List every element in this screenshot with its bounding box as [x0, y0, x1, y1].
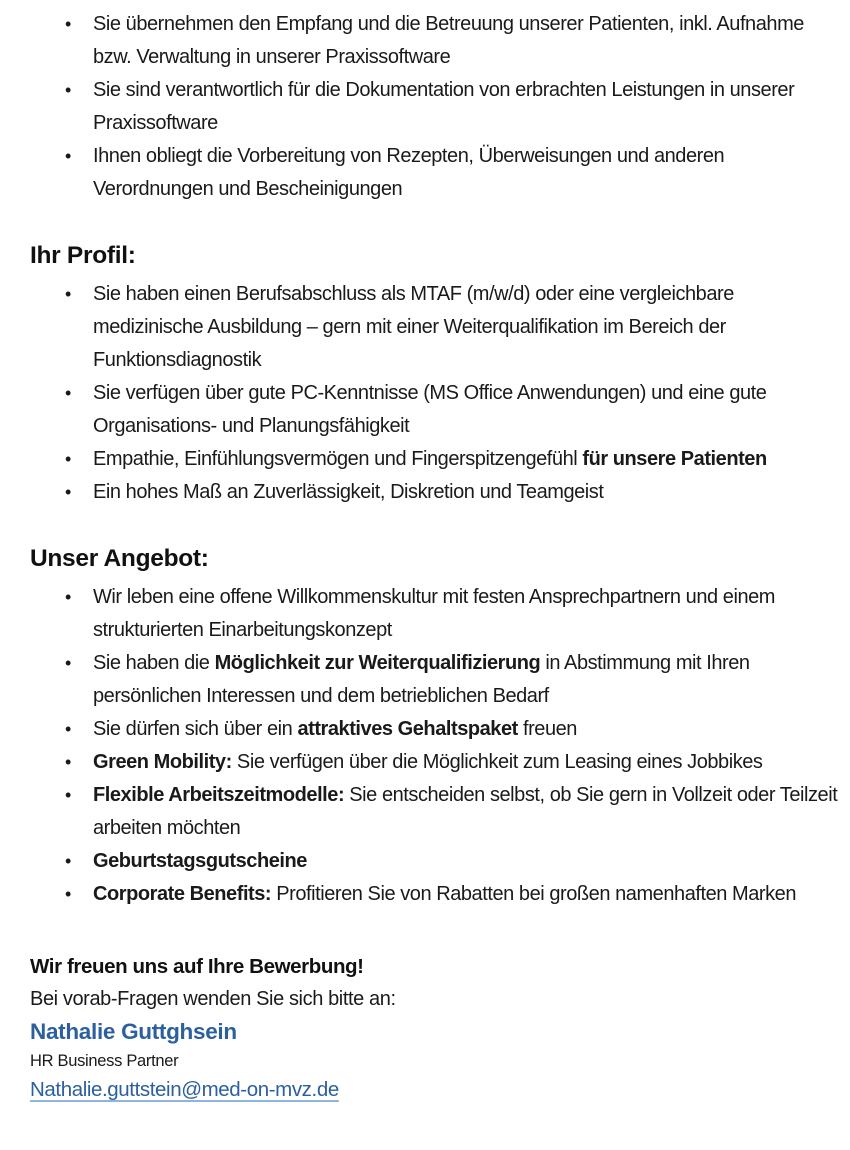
text-segment: Sie übernehmen den Empfang und die Betreuung unserer Patienten, inkl. Aufnahme bzw. Verwaltung in unserer Praxissoftware	[93, 13, 804, 68]
text-segment: Profitieren Sie von Rabatten bei großen namenhaften Marken	[271, 883, 797, 905]
bullet-item	[63, 377, 840, 443]
text-segment: Sie verfügen über gute PC-Kenntnisse (MS Office Anwendungen) und eine gute Organisations- und Planungsfähigkeit	[93, 382, 767, 437]
sections-container	[30, 239, 840, 911]
bold-text-segment: Flexible Arbeitszeitmodelle:	[93, 784, 345, 806]
bullet-item	[63, 476, 840, 509]
bullet-item	[63, 878, 840, 911]
closing-headline: Wir freuen uns auf Ihre Bewerbung!	[30, 955, 364, 978]
bold-text-segment: Geburtstagsgutscheine	[93, 850, 307, 872]
text-segment: freuen	[517, 718, 577, 740]
bullet-item	[63, 581, 840, 647]
text-segment: Sie entscheiden selbst, ob Sie gern in Vollzeit oder Teilzeit arbeiten möchten	[93, 784, 838, 839]
bullet-item	[63, 74, 840, 140]
section-bullet-list	[63, 581, 840, 911]
contact-name: Nathalie Guttghsein	[30, 1019, 237, 1044]
contact-email-link[interactable]: Nathalie.guttstein@med-on-mvz.de	[30, 1078, 339, 1101]
bold-text-segment: Corporate Benefits:	[93, 883, 272, 905]
text-segment: Ein hohes Maß an Zuverlässigkeit, Diskretion und Teamgeist	[93, 481, 604, 503]
contact-job-title: HR Business Partner	[30, 1052, 179, 1070]
bullet-item	[63, 713, 840, 746]
text-segment: Empathie, Einfühlungsvermögen und Fingerspitzengefühl	[93, 448, 583, 470]
bullet-item	[63, 647, 840, 713]
text-segment: Wir leben eine offene Willkommenskultur mit festen Ansprechpartnern und einem strukturierten Einarbeitungskonzept	[93, 586, 776, 641]
text-segment: in Abstimmung mit Ihren persönlichen Interessen und dem betrieblichen Bedarf	[93, 652, 750, 707]
bullet-item	[63, 443, 840, 476]
text-segment: Sie sind verantwortlich für die Dokumentation von erbrachten Leistungen in unserer Praxissoftware	[93, 79, 795, 134]
section-bullet-list	[63, 278, 840, 509]
closing-block	[30, 951, 840, 1106]
bold-text-segment: für unsere Patienten	[582, 448, 767, 470]
text-segment: Sie haben die	[93, 652, 215, 674]
text-segment: Sie verfügen über die Möglichkeit zum Leasing eines Jobbikes	[231, 751, 763, 773]
bold-text-segment: attraktives Gehaltspaket	[297, 718, 518, 740]
bullet-item	[63, 8, 840, 74]
section-heading: Ihr Profil:	[30, 242, 136, 269]
text-segment: Sie dürfen sich über ein	[93, 718, 298, 740]
bullet-item	[63, 746, 840, 779]
bullet-item	[63, 845, 840, 878]
bullet-item	[63, 779, 840, 845]
bold-text-segment: Möglichkeit zur Weiterqualifizierung	[214, 652, 541, 674]
contact-intro-line: Bei vorab-Fragen wenden Sie sich bitte an:	[30, 988, 396, 1010]
text-segment: Sie haben einen Berufsabschluss als MTAF (m/w/d) oder eine vergleichbare medizinische Ausbildung – gern mit einer Weiterqualifikation im Bereich der Funktionsdiagnostik	[93, 283, 734, 371]
text-segment: Ihnen obliegt die Vorbereitung von Rezepten, Überweisungen und anderen Verordnungen und Bescheinigungen	[93, 145, 725, 200]
section-heading: Unser Angebot:	[30, 545, 209, 572]
responsibilities-list	[63, 8, 840, 206]
bullet-item	[63, 278, 840, 377]
bold-text-segment: Green Mobility:	[93, 751, 232, 773]
bullet-item	[63, 140, 840, 206]
